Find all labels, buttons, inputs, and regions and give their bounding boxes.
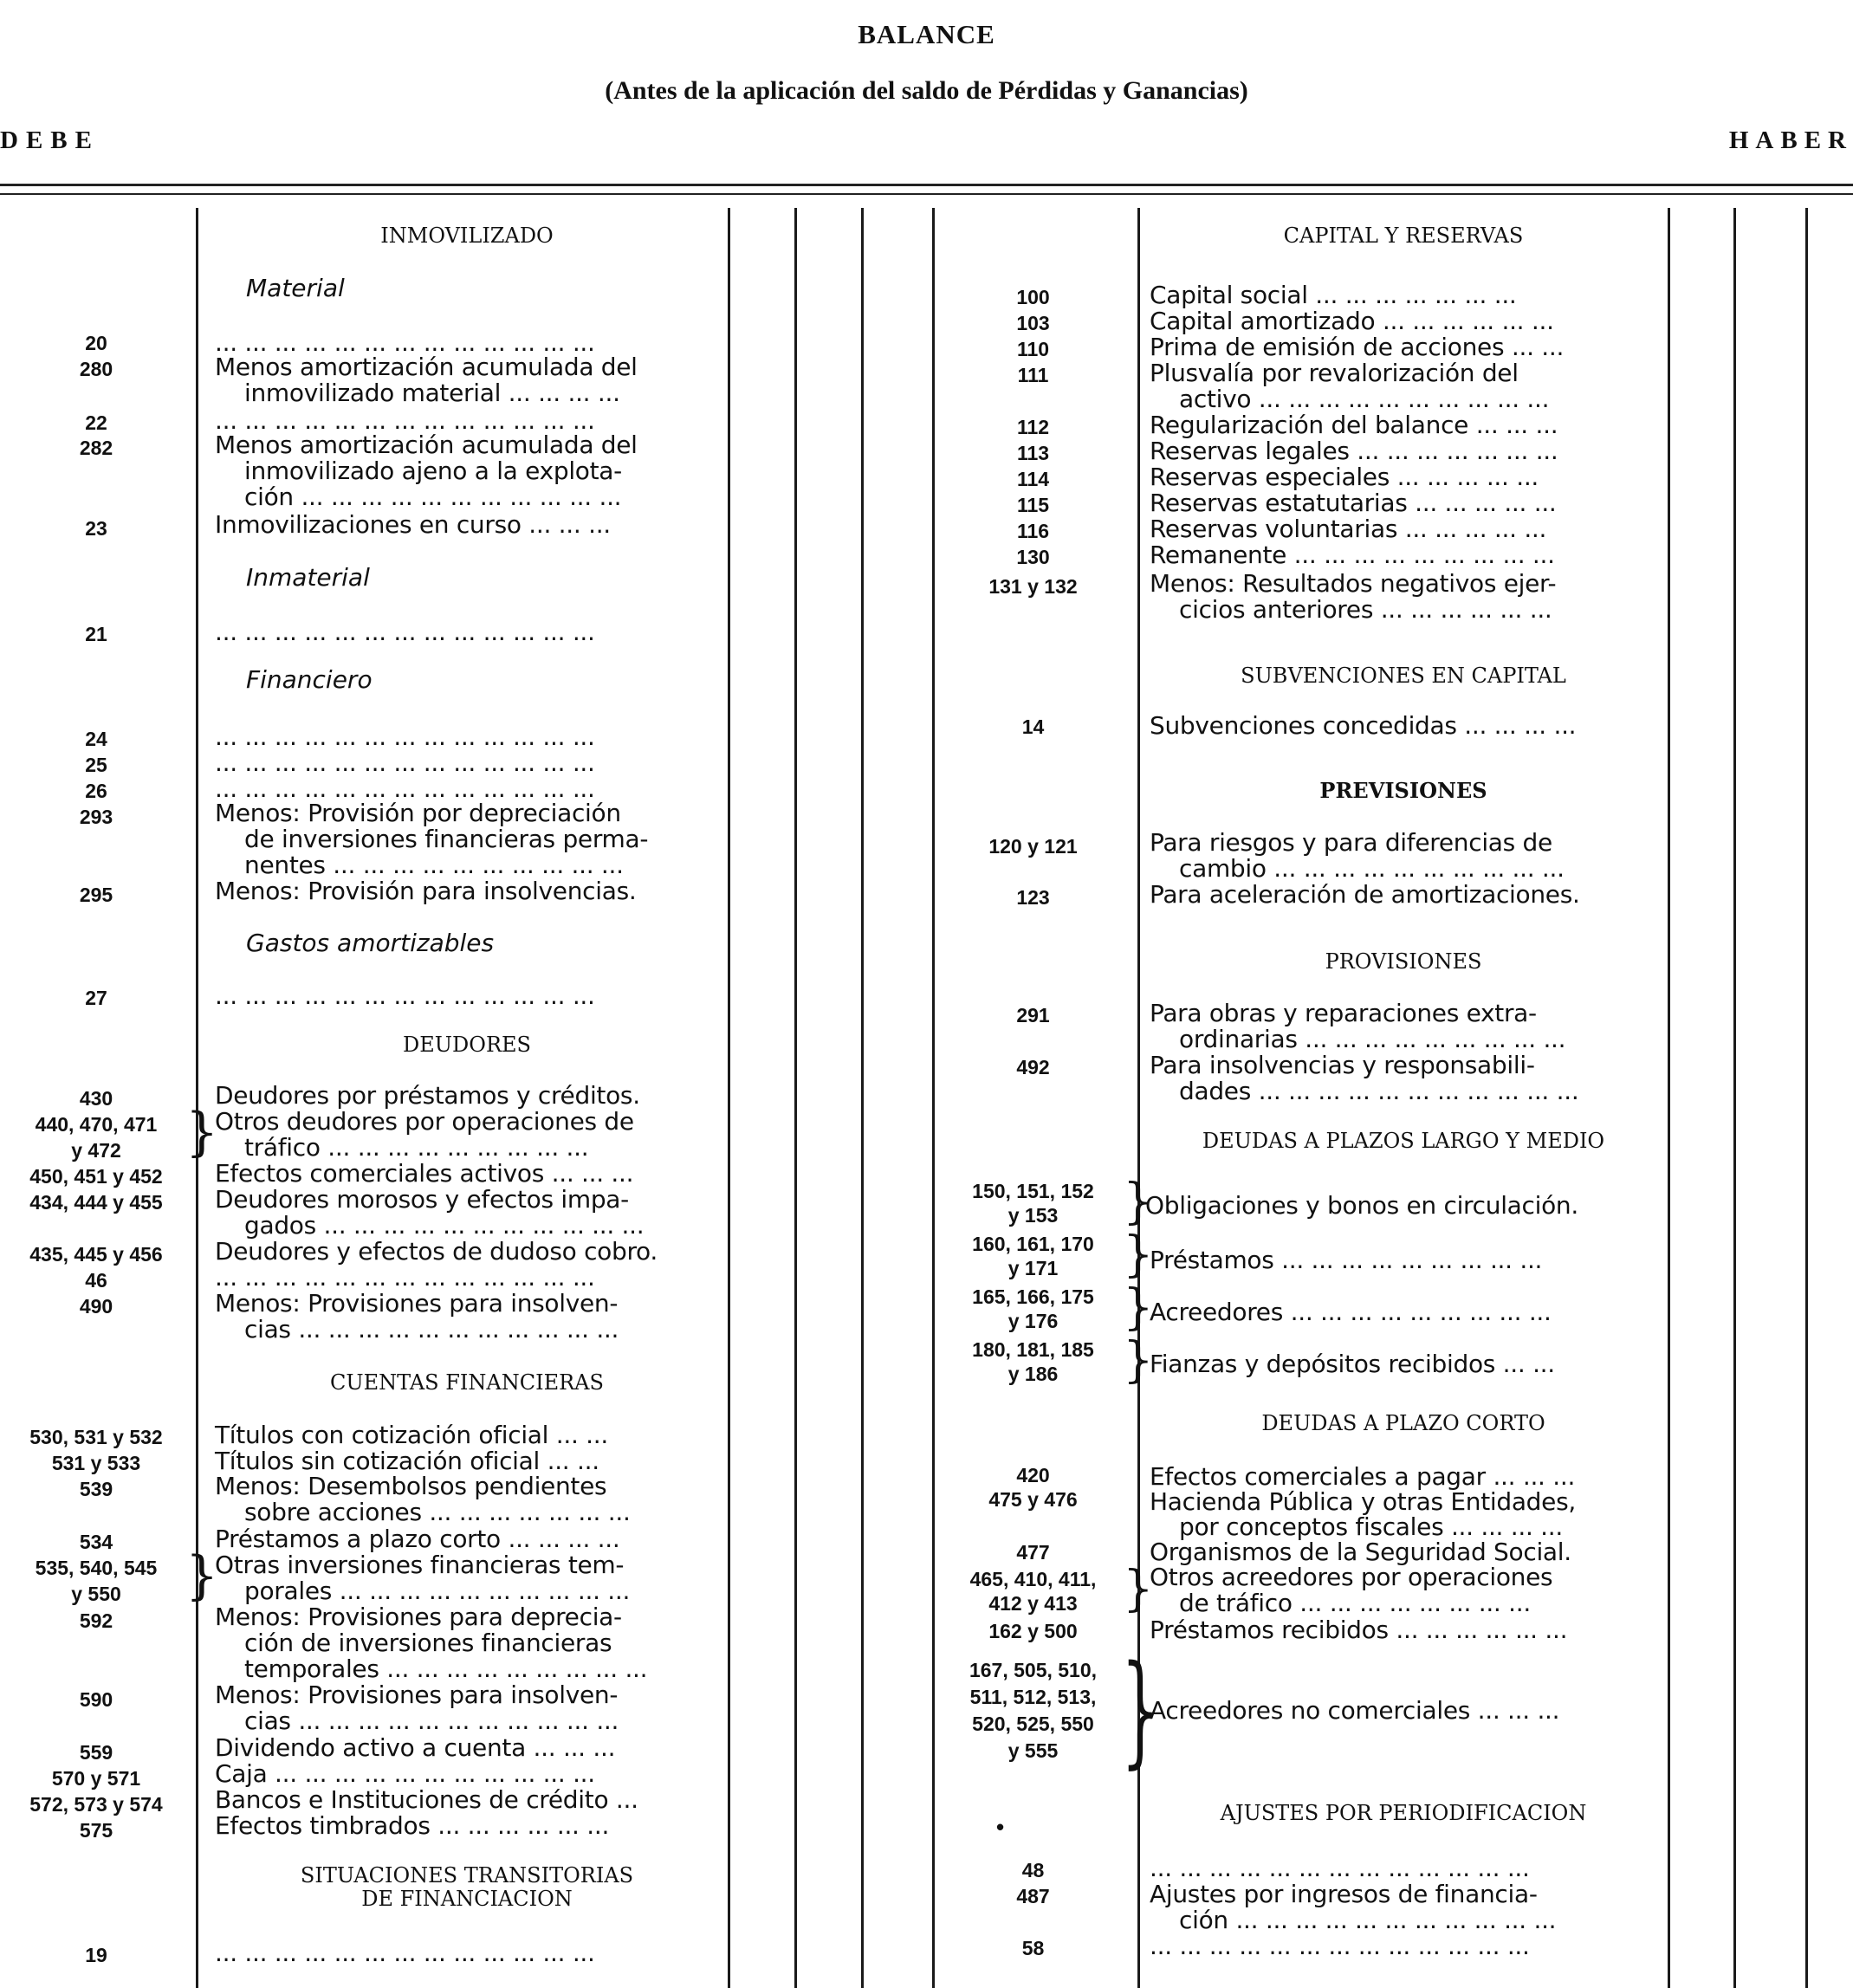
account-text: Bancos e Instituciones de crédito ...: [215, 1785, 638, 1814]
account-code: 440, 470, 471: [35, 1113, 158, 1136]
account-text: Menos: Provisiones para insolven-: [215, 1289, 619, 1318]
account-text: Préstamos ... ... ... ... ... ... ... ... ...: [1150, 1246, 1543, 1274]
account-text: Acreedores ... ... ... ... ... ... ... ... ...: [1150, 1298, 1552, 1326]
account-code: 114: [1016, 468, 1050, 490]
account-code: 26: [85, 780, 107, 802]
account-text: Menos: Resultados negativos ejer-: [1150, 569, 1557, 598]
brace: }: [1123, 1174, 1154, 1230]
account-text: Prima de emisión de acciones ... ...: [1150, 333, 1565, 361]
account-code: 14: [1021, 716, 1045, 738]
account-code: 291: [1016, 1004, 1050, 1026]
section-situaciones-2: DE FINANCIACION: [361, 1887, 573, 1911]
account-code: 295: [79, 884, 113, 906]
account-code: y 550: [71, 1583, 121, 1605]
account-text: Menos: Provisiones para insolven-: [215, 1680, 619, 1709]
account-code: 412 y 413: [988, 1592, 1078, 1615]
account-text: nentes ... ... ... ... ... ... ... ... ... ...: [244, 851, 624, 879]
account-text: Para obras y reparaciones extra-: [1150, 999, 1537, 1027]
account-code: 559: [79, 1741, 113, 1764]
column-rule: [861, 208, 864, 1988]
account-code: 590: [79, 1688, 113, 1711]
account-text: Efectos comerciales a pagar ... ... ...: [1150, 1462, 1576, 1491]
section-cuentas-financieras: CUENTAS FINANCIERAS: [330, 1370, 604, 1395]
account-text: dades ... ... ... ... ... ... ... ... ... ... ...: [1179, 1077, 1579, 1105]
account-code: 162 y 500: [988, 1620, 1078, 1642]
account-text: Organismos de la Seguridad Social.: [1150, 1538, 1571, 1566]
account-text: activo ... ... ... ... ... ... ... ... ... ...: [1179, 385, 1550, 413]
brace: }: [185, 1545, 219, 1606]
top-rule: [0, 184, 1853, 186]
account-text: tráfico ... ... ... ... ... ... ... ... ...: [244, 1133, 589, 1162]
account-text: Obligaciones y bonos en circulación.: [1145, 1191, 1578, 1220]
account-text: ción ... ... ... ... ... ... ... ... ... ... ...: [244, 482, 622, 511]
account-text: ... ... ... ... ... ... ... ... ... ... ... ... ...: [215, 748, 595, 777]
account-code: 520, 525, 550: [972, 1713, 1094, 1735]
section-deudas-corto: DEUDAS A PLAZO CORTO: [1261, 1411, 1545, 1435]
account-code: 487: [1016, 1885, 1050, 1907]
account-text: Reservas voluntarias ... ... ... ... ...: [1150, 515, 1547, 543]
account-code: 465, 410, 411,: [969, 1568, 1097, 1590]
account-code: 130: [1016, 546, 1050, 568]
account-text: ... ... ... ... ... ... ... ... ... ... ... ... ...: [215, 774, 595, 803]
account-text: Reservas especiales ... ... ... ... ...: [1150, 463, 1539, 491]
account-code: 280: [79, 358, 113, 380]
account-text: Otras inversiones financieras tem-: [215, 1551, 625, 1579]
account-text: Préstamos a plazo corto ... ... ... ...: [215, 1525, 620, 1553]
section-inmovilizado: INMOVILIZADO: [380, 223, 554, 248]
account-text: Títulos con cotización oficial ... ...: [215, 1421, 608, 1449]
account-text: cambio ... ... ... ... ... ... ... ... ... ...: [1179, 854, 1565, 883]
account-code: 20: [85, 332, 107, 354]
account-code: 572, 573 y 574: [29, 1793, 163, 1816]
account-code: y 186: [1007, 1363, 1059, 1385]
account-text: porales ... ... ... ... ... ... ... ... ... ...: [244, 1577, 631, 1605]
brace: }: [1123, 1332, 1154, 1389]
section-ajustes: AJUSTES POR PERIODIFICACION: [1220, 1801, 1587, 1825]
account-code: y 176: [1007, 1310, 1059, 1332]
account-text: sobre acciones ... ... ... ... ... ... ...: [244, 1498, 631, 1526]
account-text: Deudores morosos y efectos impa-: [215, 1185, 629, 1214]
haber-label: HABER: [1728, 126, 1853, 154]
subsection-financiero: Financiero: [246, 665, 373, 694]
account-text: ción de inversiones financieras: [244, 1629, 612, 1657]
account-text: ... ... ... ... ... ... ... ... ... ... ... ... ...: [1150, 1854, 1530, 1882]
top-rule-thin: [0, 193, 1853, 195]
account-code: y 153: [1007, 1204, 1059, 1227]
column-rule: [1668, 208, 1670, 1988]
account-text: Títulos sin cotización oficial ... ...: [215, 1447, 599, 1475]
account-text: Regularización del balance ... ... ...: [1150, 411, 1558, 439]
account-text: Menos: Provisiones para deprecia-: [215, 1603, 622, 1631]
account-code: 570 y 571: [51, 1767, 141, 1790]
account-code: 160, 161, 170: [972, 1233, 1094, 1255]
debe-label: DEBE: [0, 126, 100, 154]
account-text: Para riesgos y para diferencias de: [1150, 828, 1552, 857]
account-code: 475 y 476: [988, 1488, 1078, 1511]
section-subvenciones: SUBVENCIONES EN CAPITAL: [1241, 664, 1566, 688]
account-text: Menos: Provisión por depreciación: [215, 799, 621, 827]
account-code: 150, 151, 152: [972, 1180, 1094, 1202]
brace: }: [1121, 1640, 1160, 1781]
account-text: cias ... ... ... ... ... ... ... ... ... ... ...: [244, 1706, 619, 1735]
account-code: 165, 166, 175: [972, 1285, 1094, 1308]
account-text: cicios anteriores ... ... ... ... ... ...: [1179, 595, 1552, 624]
account-text: Fianzas y depósitos recibidos ... ...: [1150, 1350, 1555, 1378]
account-text: Para aceleración de amortizaciones.: [1150, 880, 1580, 909]
account-code: 511, 512, 513,: [969, 1686, 1097, 1708]
account-code: 450, 451 y 452: [29, 1165, 163, 1188]
account-code: 435, 445 y 456: [29, 1243, 163, 1266]
section-previsiones: PREVISIONES: [1319, 778, 1487, 803]
account-text: ... ... ... ... ... ... ... ... ... ... ... ... ...: [215, 328, 595, 357]
account-code: 110: [1016, 338, 1050, 360]
account-text: ... ... ... ... ... ... ... ... ... ... ... ... ...: [215, 1939, 595, 1967]
account-text: Dividendo activo a cuenta ... ... ...: [215, 1733, 616, 1762]
account-code: 530, 531 y 532: [29, 1426, 163, 1448]
account-code: 167, 505, 510,: [969, 1659, 1098, 1681]
account-text: ... ... ... ... ... ... ... ... ... ... ... ... ...: [1150, 1932, 1530, 1960]
subsection-gastos: Gastos amortizables: [246, 929, 495, 957]
account-code: 434, 444 y 455: [29, 1191, 163, 1214]
account-text: ... ... ... ... ... ... ... ... ... ... ... ... ...: [215, 618, 595, 646]
account-code: 535, 540, 545: [35, 1557, 158, 1579]
account-text: ordinarias ... ... ... ... ... ... ... ... ...: [1179, 1025, 1566, 1053]
account-text: Subvenciones concedidas ... ... ... ...: [1150, 711, 1577, 740]
mark: •: [996, 1814, 1005, 1840]
account-text: Inmovilizaciones en curso ... ... ...: [215, 510, 611, 539]
account-text: por conceptos fiscales ... ... ... ...: [1179, 1512, 1563, 1541]
brace: }: [1123, 1279, 1154, 1336]
brace: }: [185, 1102, 219, 1162]
account-code: 46: [85, 1269, 107, 1292]
column-rule: [1733, 208, 1736, 1988]
account-code: 492: [1016, 1056, 1050, 1078]
account-code: 115: [1016, 494, 1050, 516]
account-code: 490: [79, 1295, 113, 1318]
account-text: gados ... ... ... ... ... ... ... ... ... ... ...: [244, 1211, 645, 1240]
account-code: 25: [85, 754, 107, 776]
account-code: 58: [1021, 1937, 1045, 1959]
subsection-material: Material: [246, 274, 345, 302]
account-code: 116: [1016, 520, 1050, 542]
account-code: 293: [79, 806, 113, 828]
account-code: 420: [1016, 1464, 1050, 1486]
account-text: Deudores y efectos de dudoso cobro.: [215, 1237, 658, 1266]
subsection-inmaterial: Inmaterial: [246, 563, 370, 592]
account-code: 575: [79, 1819, 113, 1842]
account-text: inmovilizado material ... ... ... ...: [244, 379, 620, 407]
section-capital-reservas: CAPITAL Y RESERVAS: [1283, 223, 1524, 248]
column-rule: [728, 208, 730, 1988]
section-deudores: DEUDORES: [403, 1033, 531, 1057]
page-subtitle: (Antes de la aplicación del saldo de Pérdidas y Ganancias): [605, 76, 1248, 105]
account-code: 531 y 533: [51, 1452, 141, 1474]
section-provisiones: PROVISIONES: [1325, 949, 1482, 974]
account-code: 539: [79, 1478, 113, 1500]
account-text: Reservas estatutarias ... ... ... ... ...: [1150, 489, 1557, 517]
account-text: Hacienda Pública y otras Entidades,: [1150, 1487, 1576, 1516]
account-text: ... ... ... ... ... ... ... ... ... ... ... ... ...: [215, 981, 595, 1010]
account-text: ... ... ... ... ... ... ... ... ... ... ... ... ...: [215, 1263, 595, 1292]
account-text: de tráfico ... ... ... ... ... ... ... ...: [1179, 1589, 1531, 1617]
account-code: y 472: [71, 1139, 121, 1162]
account-text: Plusvalía por revalorización del: [1150, 359, 1519, 387]
account-text: Menos amortización acumulada del: [215, 353, 638, 381]
account-code: y 555: [1007, 1739, 1059, 1762]
column-rule: [196, 208, 198, 1988]
account-text: Caja ... ... ... ... ... ... ... ... ... ... ...: [215, 1759, 595, 1788]
account-text: Capital social ... ... ... ... ... ... ...: [1150, 281, 1517, 309]
account-code: 592: [79, 1609, 113, 1632]
account-code: 22: [85, 411, 107, 434]
account-code: 534: [79, 1531, 113, 1553]
account-text: ... ... ... ... ... ... ... ... ... ... ... ... ...: [215, 722, 595, 751]
account-text: Préstamos recibidos ... ... ... ... ... ...: [1150, 1616, 1568, 1644]
account-code: 23: [85, 517, 107, 540]
account-text: Acreedores no comerciales ... ... ...: [1150, 1696, 1560, 1725]
account-text: inmovilizado ajeno a la explota-: [244, 457, 622, 485]
account-code: 21: [85, 623, 107, 645]
account-text: Menos: Provisión para insolvencias.: [215, 877, 637, 905]
account-text: temporales ... ... ... ... ... ... ... ... ...: [244, 1655, 648, 1683]
account-code: 120 y 121: [988, 835, 1078, 858]
account-code: 27: [85, 987, 107, 1009]
account-text: ... ... ... ... ... ... ... ... ... ... ... ... ...: [215, 406, 595, 435]
account-code: 430: [79, 1087, 113, 1110]
account-text: Capital amortizado ... ... ... ... ... ...: [1150, 307, 1554, 335]
account-text: Efectos comerciales activos ... ... ...: [215, 1159, 634, 1188]
account-code: 48: [1021, 1859, 1045, 1881]
page-title: BALANCE: [858, 19, 995, 49]
account-code: 180, 181, 185: [972, 1338, 1094, 1361]
brace: }: [1123, 1227, 1154, 1283]
account-code: 19: [85, 1944, 107, 1966]
account-text: Menos: Desembolsos pendientes: [215, 1472, 607, 1500]
account-text: Para insolvencias y responsabili-: [1150, 1051, 1535, 1079]
column-rule: [794, 208, 797, 1988]
account-code: 112: [1016, 416, 1050, 438]
account-code: 24: [85, 728, 107, 750]
account-code: y 171: [1007, 1257, 1059, 1279]
account-text: cias ... ... ... ... ... ... ... ... ... ... ...: [244, 1315, 619, 1344]
account-text: Efectos timbrados ... ... ... ... ... ...: [215, 1811, 610, 1840]
account-code: 103: [1016, 312, 1050, 334]
account-code: 477: [1016, 1541, 1050, 1564]
account-code: 111: [1017, 364, 1049, 386]
column-rule: [1805, 208, 1808, 1988]
account-text: Menos amortización acumulada del: [215, 431, 638, 459]
account-text: Otros deudores por operaciones de: [215, 1107, 634, 1136]
account-code: 100: [1016, 286, 1050, 308]
account-text: Otros acreedores por operaciones: [1150, 1563, 1553, 1591]
account-text: de inversiones financieras perma-: [244, 825, 649, 853]
section-situaciones: SITUACIONES TRANSITORIAS: [300, 1863, 634, 1888]
account-code: 123: [1016, 886, 1050, 909]
account-code: 131 y 132: [988, 575, 1078, 598]
account-code: 282: [79, 437, 113, 459]
account-text: ción ... ... ... ... ... ... ... ... ... ... ...: [1179, 1906, 1557, 1934]
account-text: Remanente ... ... ... ... ... ... ... ... ...: [1150, 541, 1555, 569]
account-text: Ajustes por ingresos de financia-: [1150, 1880, 1538, 1908]
account-text: Deudores por préstamos y créditos.: [215, 1081, 640, 1110]
brace: }: [1123, 1561, 1154, 1617]
account-text: Reservas legales ... ... ... ... ... ... ...: [1150, 437, 1558, 465]
account-code: 113: [1016, 442, 1050, 464]
section-deudas-largo: DEUDAS A PLAZOS LARGO Y MEDIO: [1202, 1129, 1605, 1153]
